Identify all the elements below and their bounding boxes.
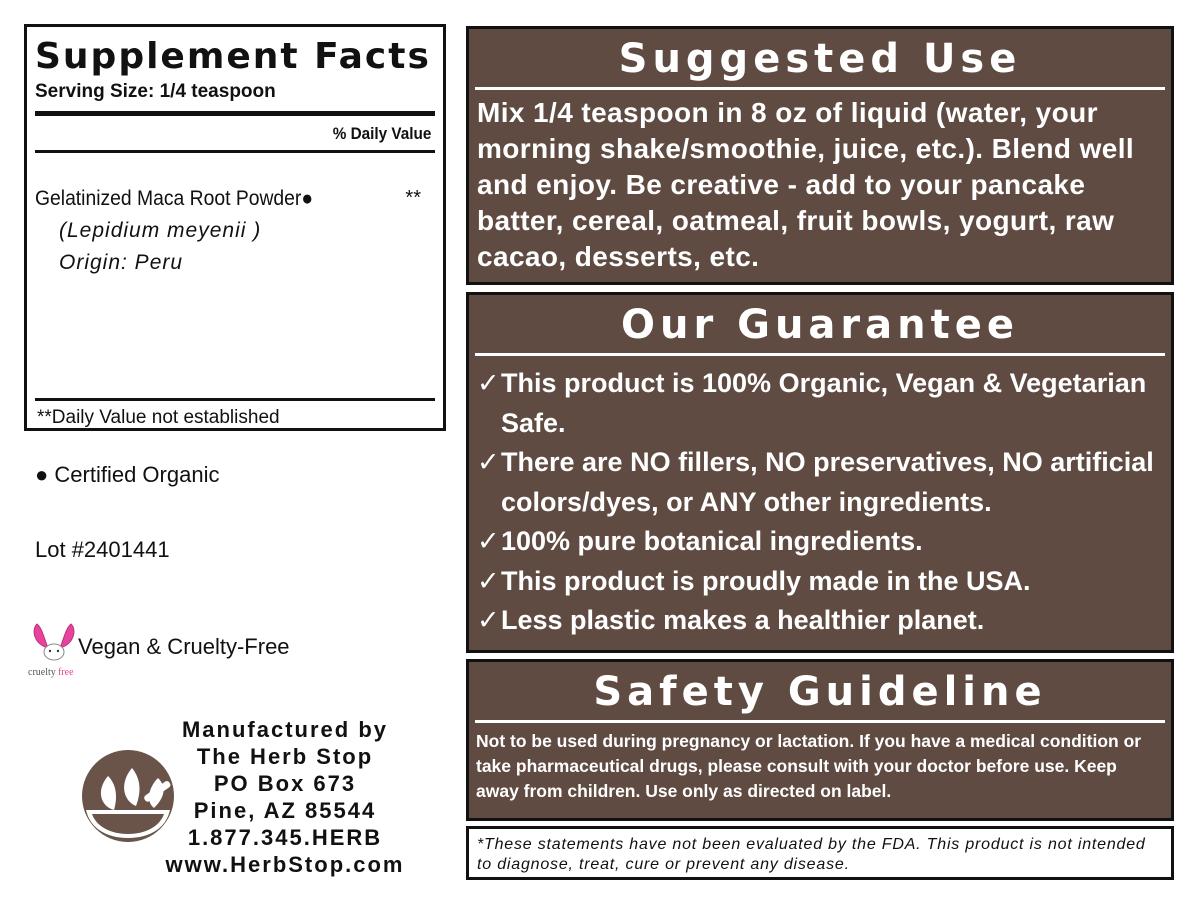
fda-disclaimer: *These statements have not been evaluated by the FDA. This product is not intended to diagnose, treat, cure or prevent any disease. bbox=[466, 826, 1174, 880]
safety-panel bbox=[466, 659, 1174, 821]
certified-organic-note: ● Certified Organic bbox=[35, 462, 220, 487]
facts-title: Supplement Facts bbox=[35, 36, 431, 77]
guarantee-item bbox=[477, 562, 1163, 602]
ingredient-origin: Origin: Peru bbox=[59, 251, 184, 274]
guarantee-item bbox=[477, 364, 1163, 443]
check-icon: ✓ bbox=[477, 605, 500, 635]
ingredient-name-wrap bbox=[35, 187, 313, 211]
check-icon: ✓ bbox=[477, 565, 500, 596]
manufacturer-block bbox=[160, 716, 410, 878]
cruelty-free-bunny-icon bbox=[26, 618, 84, 680]
check-icon: ✓ bbox=[477, 526, 500, 556]
manufacturer-phone: 1.877.345.HERB bbox=[187, 825, 383, 850]
guarantee-item bbox=[477, 601, 1163, 641]
daily-value-footnote: **Daily Value not established bbox=[37, 407, 280, 428]
ingredient-row bbox=[35, 187, 435, 211]
safety-text: Not to be used during pregnancy or lactation. If you have a medical condition or take pharmaceutical drugs, please consult with your doctor before use. Keep away from children. Use only as directed on label. bbox=[476, 731, 1142, 801]
guarantee-item-text: This product is proudly made in the USA. bbox=[501, 565, 1031, 596]
organic-marker: ● bbox=[301, 187, 313, 210]
ingredient-latin-name: (Lepidium meyenii ) bbox=[59, 219, 262, 242]
manufacturer-name: The Herb Stop bbox=[196, 744, 374, 769]
manufacturer-city: Pine, AZ 85544 bbox=[193, 798, 377, 823]
guarantee-item bbox=[477, 443, 1163, 522]
cruelty-word: cruelty bbox=[28, 667, 56, 678]
guarantee-item bbox=[477, 522, 1163, 562]
guarantee-item-text: There are NO fillers, NO preservatives, NO artificial colors/dyes, or ANY other ingredients. bbox=[501, 447, 1154, 517]
guarantee-panel bbox=[466, 292, 1174, 653]
manufacturer-po-box: PO Box 673 bbox=[213, 771, 357, 796]
guarantee-item-text: 100% pure botanical ingredients. bbox=[501, 526, 923, 556]
facts-footer-divider bbox=[35, 398, 435, 401]
supplement-facts-panel bbox=[24, 24, 446, 431]
manufacturer-website: www.HerbStop.com bbox=[165, 852, 405, 877]
facts-divider bbox=[35, 150, 435, 153]
ingredient-name: Gelatinized Maca Root Powder bbox=[35, 187, 302, 210]
suggested-use-title: Suggested Use bbox=[618, 36, 1022, 82]
lot-number: Lot #2401441 bbox=[35, 537, 170, 562]
suggested-use-text: Mix 1/4 teaspoon in 8 oz of liquid (water, your morning shake/smoothie, juice, etc.). Blend well and enjoy. Be creative - add to your pancake batter, cereal, oatmeal, fruit bowls, yogurt, raw cacao, desserts, etc. bbox=[477, 97, 1135, 272]
daily-value-header: % Daily Value bbox=[332, 124, 432, 143]
vegan-cruelty-free-label: Vegan & Cruelty-Free bbox=[78, 634, 290, 659]
ingredient-daily-value: ** bbox=[405, 187, 421, 209]
check-icon: ✓ bbox=[477, 447, 500, 477]
safety-title: Safety Guideline bbox=[593, 669, 1047, 715]
guarantee-item-text: This product is 100% Organic, Vegan & Vegetarian Safe. bbox=[501, 368, 1147, 438]
serving-size: Serving Size: 1/4 teaspoon bbox=[35, 81, 276, 102]
free-word: free bbox=[58, 667, 74, 678]
manufacturer-line: Manufactured by bbox=[181, 717, 389, 742]
suggested-use-panel bbox=[466, 26, 1174, 285]
guarantee-title: Our Guarantee bbox=[620, 302, 1019, 348]
guarantee-item-text: Less plastic makes a healthier planet. bbox=[501, 605, 985, 635]
check-icon: ✓ bbox=[477, 368, 500, 398]
guarantee-list bbox=[469, 356, 1171, 641]
